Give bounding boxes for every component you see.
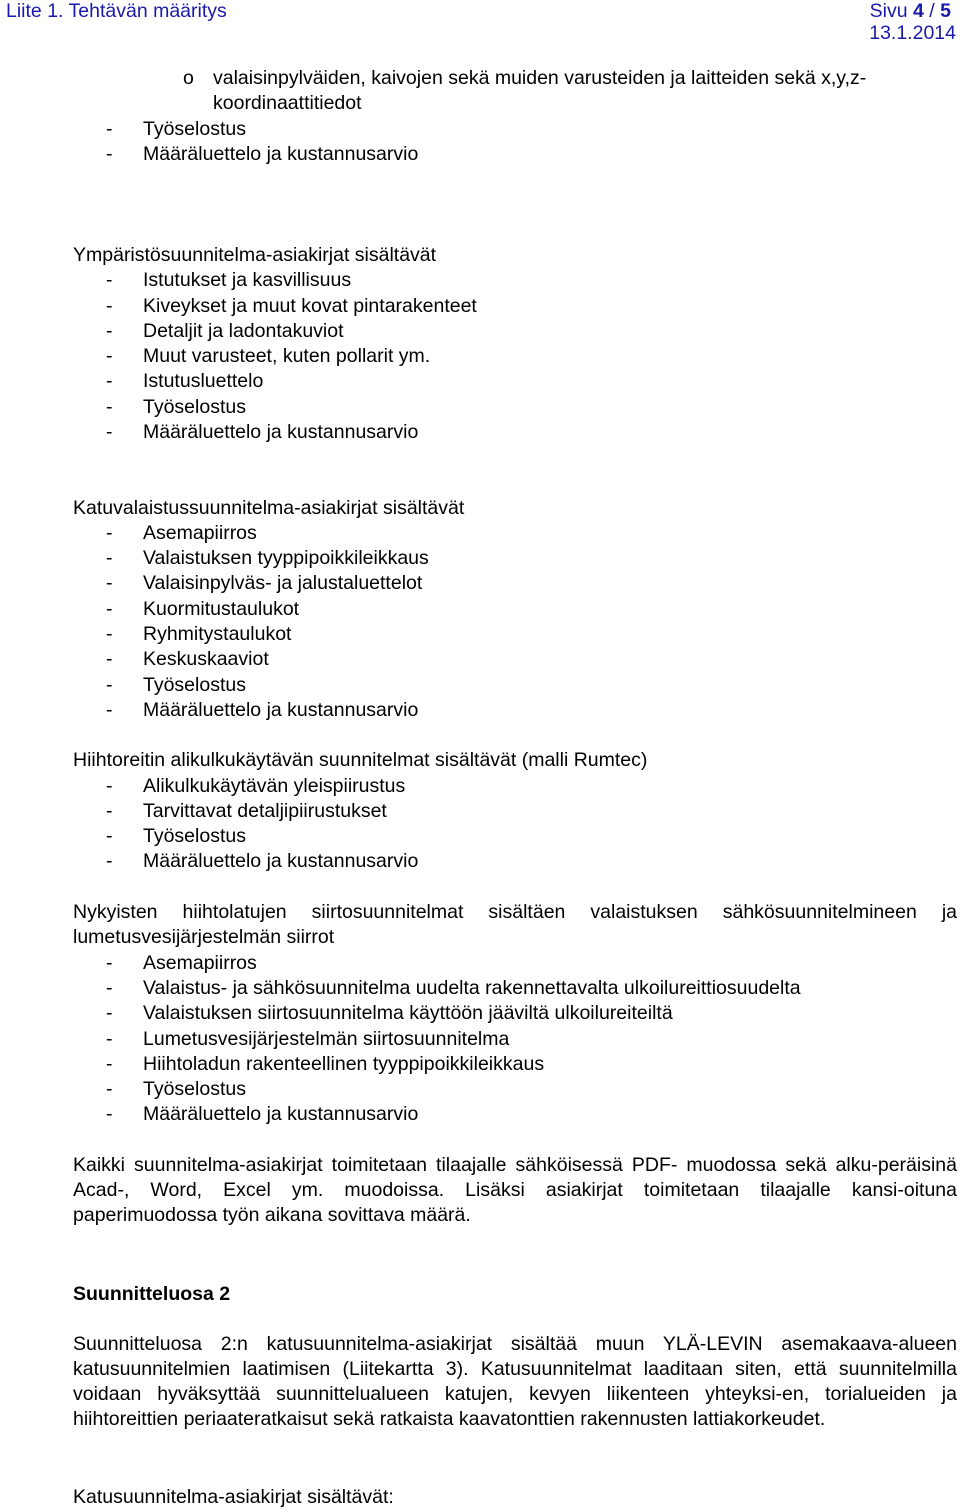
list-item: - Kuormitustaulukot xyxy=(106,598,300,620)
list-item: - Ryhmitystaulukot xyxy=(106,623,292,645)
list-item: - Työselostus xyxy=(106,118,246,140)
list-item: - Kiveykset ja muut kovat pintarakenteet xyxy=(106,295,477,317)
page-current: 4 xyxy=(913,0,924,22)
list-item: - Alikulkukäytävän yleispiirustus xyxy=(106,775,406,797)
list-item: - Lumetusvesijärjestelmän siirtosuunnitelma xyxy=(106,1028,510,1050)
list-item: - Määräluettelo ja kustannusarvio xyxy=(106,421,419,443)
page-prefix: Sivu xyxy=(869,0,914,22)
list-item: - Valaistuksen siirtosuunnitelma käyttöön jääviltä ulkoilureiteiltä xyxy=(106,1002,673,1024)
list-item: - Asemapiirros xyxy=(106,522,257,544)
list-item: - Työselostus xyxy=(106,825,246,847)
list-item: - Tarvittavat detaljipiirustukset xyxy=(106,800,387,822)
intro-bullet-line-1: valaisinpylväiden, kaivojen sekä muiden varusteiden ja laitteiden sekä x,y,z- xyxy=(213,67,867,89)
section-heading-environment: Ympäristösuunnitelma-asiakirjat sisältävät xyxy=(73,244,437,266)
section-heading-lighting: Katuvalaistussuunnitelma-asiakirjat sisältävät xyxy=(73,497,465,519)
list-item: - Hiihtoladun rakenteellinen tyyppipoikkileikkaus xyxy=(106,1053,545,1075)
section-heading-ski-tracks: Nykyisten hiihtolatujen siirtosuunnitelmat sisältäen valaistuksen sähkösuunnitelmineen ja lumetusvesijärjestelmän siirrot xyxy=(73,901,957,948)
document-date: 13.1.2014 xyxy=(869,22,956,44)
list-item: - Työselostus xyxy=(106,674,246,696)
list-item: - Määräluettelo ja kustannusarvio xyxy=(106,1103,419,1125)
list-item: - Keskuskaaviot xyxy=(106,648,269,670)
section-title-phase-2: Suunnitteluosa 2 xyxy=(73,1283,231,1305)
bullet-marker: o xyxy=(183,67,194,89)
list-item: - Määräluettelo ja kustannusarvio xyxy=(106,850,419,872)
list-item: - Istutusluettelo xyxy=(106,370,264,392)
document-header-left: Liite 1. Tehtävän määritys xyxy=(6,0,227,22)
list-item: - Työselostus xyxy=(106,396,246,418)
list-item: - Detaljit ja ladontakuviot xyxy=(106,320,344,342)
street-plan-documents-heading: Katusuunnitelma-asiakirjat sisältävät: xyxy=(73,1486,394,1508)
intro-bullet-line-2: koordinaattitiedot xyxy=(213,92,362,114)
list-item: - Työselostus xyxy=(106,1078,246,1100)
list-item: - Valaistus- ja sähkösuunnitelma uudelta rakennettavalta ulkoilureittiosuudelta xyxy=(106,977,801,999)
page-separator: / xyxy=(923,0,941,22)
phase-2-paragraph: Suunnitteluosa 2:n katusuunnitelma-asiakirjat sisältää muun YLÄ-LEVIN asemakaava-alueen katusuunnitelmien laatimisen (Liitekartta 3). Katusuunnitelmat laaditaan siten, että suunnitelmilla voidaan hyväksyttää suunnittelualueen katujen, kevyen liikenteen yhteyksi-en, torialueiden ja hiihtoreittien periaateratkaisut sekä ratkaista kaavatonttien rakennusten lattiakorkeudet. xyxy=(73,1333,957,1430)
list-item: - Valaistuksen tyyppipoikkileikkaus xyxy=(106,547,429,569)
delivery-paragraph: Kaikki suunnitelma-asiakirjat toimitetaan tilaajalle sähköisessä PDF- muodossa sekä alku-peräisinä Acad-, Word, Excel ym. muodoissa. Lisäksi asiakirjat toimitetaan tilaajalle kansi-oituna paperimuodossa työn aikana sovittava määrä. xyxy=(73,1154,957,1226)
list-item: - Istutukset ja kasvillisuus xyxy=(106,269,352,291)
list-item: - Valaisinpylväs- ja jalustaluettelot xyxy=(106,572,423,594)
list-item: - Muut varusteet, kuten pollarit ym. xyxy=(106,345,431,367)
list-item: - Asemapiirros xyxy=(106,952,257,974)
list-item: - Määräluettelo ja kustannusarvio xyxy=(106,143,419,165)
page-total: 5 xyxy=(940,0,951,22)
section-heading-underpass: Hiihtoreitin alikulkukäytävän suunnitelmat sisältävät (malli Rumtec) xyxy=(73,749,648,771)
list-item: - Määräluettelo ja kustannusarvio xyxy=(106,699,419,721)
